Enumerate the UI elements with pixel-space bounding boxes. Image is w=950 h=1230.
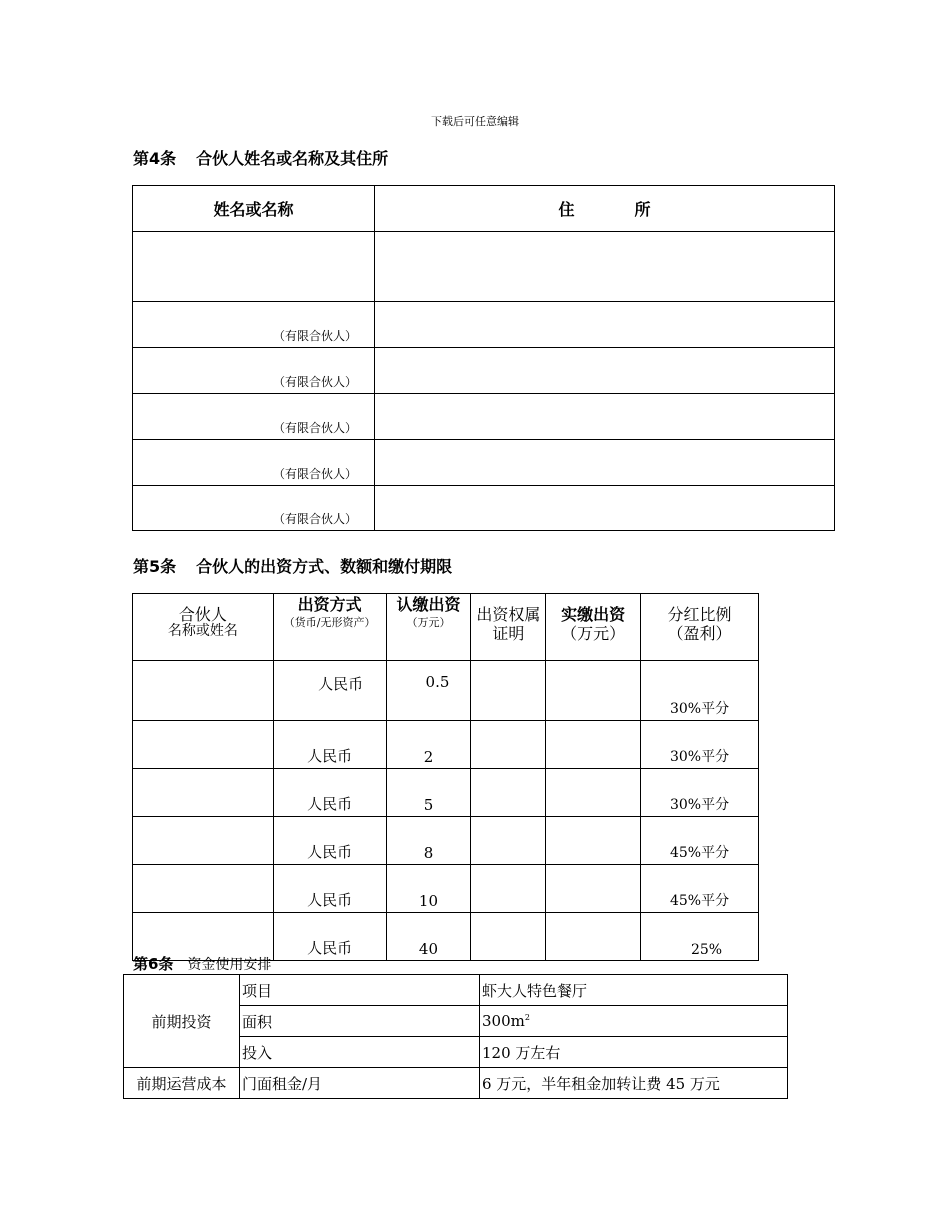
ratio-cell: 30%平分 [641, 661, 759, 721]
section6-number: 第6条 [133, 955, 174, 973]
method-cell: 人民币 [273, 769, 386, 817]
partner-address-cell[interactable] [375, 302, 835, 348]
proof-cell[interactable] [471, 661, 546, 721]
table-row [133, 721, 759, 769]
limited-partner-note: （有限合伙人） [133, 348, 375, 394]
item-cell: 面积 [240, 1006, 480, 1037]
col-subscribed-header: 认缴出资 （万元） [386, 594, 471, 661]
partner-address-cell[interactable] [375, 440, 835, 486]
proof-cell[interactable] [471, 721, 546, 769]
partner-name-cell[interactable] [133, 232, 375, 302]
ratio-cell: 25% [641, 913, 759, 961]
partner-address-cell[interactable] [375, 486, 835, 531]
table-row [133, 486, 835, 531]
paid-cell[interactable] [546, 865, 641, 913]
group-label-investment: 前期投资 [124, 975, 240, 1068]
limited-partner-note: （有限合伙人） [133, 302, 375, 348]
table-row [133, 348, 835, 394]
limited-partner-note: （有限合伙人） [133, 394, 375, 440]
table-row [124, 975, 788, 1006]
paid-cell[interactable] [546, 817, 641, 865]
value-cell: 虾大人特色餐厅 [480, 975, 788, 1006]
partner-name-cell[interactable] [133, 721, 274, 769]
table-row [133, 394, 835, 440]
partners-address-table [132, 185, 835, 531]
table-row [133, 661, 759, 721]
fund-usage-table [123, 974, 788, 1099]
value-cell: 6 万元，半年租金加转让费 45 万元 [480, 1068, 788, 1099]
partner-name-cell[interactable] [133, 769, 274, 817]
amount-cell: 10 [386, 865, 471, 913]
partner-name-cell[interactable] [133, 817, 274, 865]
partner-address-cell[interactable] [375, 232, 835, 302]
group-label-operating: 前期运营成本 [124, 1068, 240, 1099]
ratio-cell: 30%平分 [641, 721, 759, 769]
table-header-row [133, 186, 835, 232]
contribution-table [132, 593, 759, 961]
col-name-header: 姓名或名称 [133, 186, 375, 232]
amount-cell: 2 [386, 721, 471, 769]
section4-title: 合伙人姓名或名称及其住所 [196, 149, 389, 168]
amount-cell: 40 [386, 913, 471, 961]
paid-cell[interactable] [546, 769, 641, 817]
table-row [133, 302, 835, 348]
table-row [133, 440, 835, 486]
col-address-header: 住 所 [375, 186, 835, 232]
value-cell: 120 万左右 [480, 1037, 788, 1068]
value-cell: $300m^2$ [480, 1006, 788, 1037]
amount-cell: 5 [386, 769, 471, 817]
method-cell: 人民币 [273, 721, 386, 769]
ratio-cell: 45%平分 [641, 865, 759, 913]
amount-cell: 8 [386, 817, 471, 865]
table-row [133, 769, 759, 817]
table-row [124, 1068, 788, 1099]
item-cell: 门面租金/月 [240, 1068, 480, 1099]
ratio-cell: 30%平分 [641, 769, 759, 817]
table-row [133, 232, 835, 302]
section4-number: 第4条 [133, 149, 177, 168]
col-method-header: 出资方式 （货币/无形资产） [273, 594, 386, 661]
partner-address-cell[interactable] [375, 348, 835, 394]
col-dividend-header: 分红比例 （盈利） [641, 594, 759, 661]
proof-cell[interactable] [471, 817, 546, 865]
method-cell: 人民币 [273, 865, 386, 913]
partner-address-cell[interactable] [375, 394, 835, 440]
item-cell: 投入 [240, 1037, 480, 1068]
method-cell: 人民币 [273, 817, 386, 865]
paid-cell[interactable] [546, 913, 641, 961]
proof-cell[interactable] [471, 865, 546, 913]
section6-heading [133, 953, 271, 974]
method-cell: 人民币 [273, 913, 386, 961]
paid-cell[interactable] [546, 721, 641, 769]
amount-cell: 0.5 [386, 661, 471, 721]
table-row [133, 817, 759, 865]
partner-name-cell[interactable] [133, 865, 274, 913]
paid-cell[interactable] [546, 661, 641, 721]
method-cell: 人民币 [273, 661, 386, 721]
proof-cell[interactable] [471, 769, 546, 817]
section5-heading [133, 554, 452, 577]
col-proof-header: 出资权属证明 [471, 594, 546, 661]
proof-cell[interactable] [471, 913, 546, 961]
section6-title: 资金使用安排 [187, 957, 272, 973]
section5-number: 第5条 [133, 557, 177, 576]
ratio-cell: 45%平分 [641, 817, 759, 865]
col-partner-header: 合伙人 名称或姓名 [133, 594, 274, 661]
limited-partner-note: （有限合伙人） [133, 486, 375, 531]
limited-partner-note: （有限合伙人） [133, 440, 375, 486]
section5-title: 合伙人的出资方式、数额和缴付期限 [196, 557, 453, 576]
section4-heading [133, 146, 388, 169]
partner-name-cell[interactable] [133, 661, 274, 721]
header-note: 下载后可任意编辑 [431, 115, 519, 128]
table-row [133, 865, 759, 913]
item-cell: 项目 [240, 975, 480, 1006]
col-paid-header: 实缴出资 （万元） [546, 594, 641, 661]
table-header-row [133, 594, 759, 661]
